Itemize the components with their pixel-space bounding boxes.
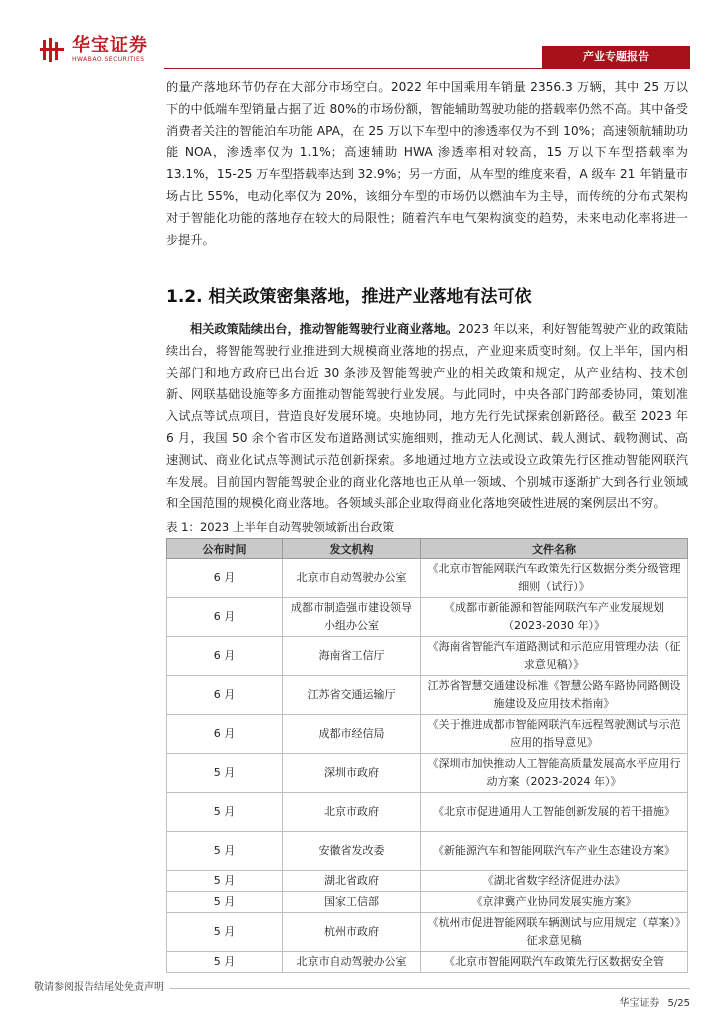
- cell-org: 江苏省交通运输厅: [283, 676, 421, 715]
- header-doc: 文件名称: [420, 539, 687, 559]
- policy-paragraph: [166, 319, 688, 515]
- cell-org: 深圳市政府: [283, 754, 421, 793]
- footer-brand: 华宝证券: [619, 998, 660, 1009]
- logo-name-en: HWABAO SECURITIES: [72, 56, 145, 63]
- footer-info: [612, 994, 690, 1009]
- table-row: [167, 715, 688, 754]
- cell-doc: 《深圳市加快推动人工智能高质量发展高水平应用行动方案（2023-2024 年）》: [420, 754, 687, 793]
- cell-org: 北京市政府: [283, 793, 421, 832]
- cell-doc: 《杭州市促进智能网联车辆测试与应用规定（草案）》征求意见稿: [420, 913, 687, 952]
- cell-doc: 《湖北省数字经济促进办法》: [420, 871, 687, 892]
- cell-org: 湖北省政府: [283, 871, 421, 892]
- cell-time: 6 月: [167, 715, 283, 754]
- cell-time: 5 月: [167, 832, 283, 871]
- company-logo: [40, 36, 148, 64]
- policy-table: [166, 538, 688, 973]
- cell-time: 5 月: [167, 754, 283, 793]
- policy-paragraph-body: 2023 年以来，利好智能驾驶产业的政策陆续出台，将智能驾驶行业推进到大规模商业落地的拐点，产业迎来质变时刻。仅上半年，国内相关部门和地方政府已出台近 30 条涉及智能驾驶产业的相关政策和规定，从产业结构、技术创新、网联基础设施等多方面推动智能驾驶行业发展。与此同时，中央各部门跨部委协同，策划准入试点等试点项目，营造良好发展环境。央地协同，地方先行先试探索创新路径。截至 2023 年 6 月，我国 50 余个省市区发布道路测试实施细则，推动无人化测试、载人测试、载物测试、高速测试、商业化试点等测试示范创新探索。多地通过地方立法或设立政策先行区推动智能网联汽车发展。目前国内智能驾驶企业的商业化落地也正从单一领域、个别城市逐渐扩大到各行业领域和全国范围的规模化商业落地。各领域头部企业取得商业化落地突破性进展的案例层出不穷。: [166, 322, 689, 511]
- cell-time: 5 月: [167, 913, 283, 952]
- logo-name-cn: 华宝证券: [72, 35, 148, 56]
- table-row: [167, 559, 688, 598]
- cell-doc: 《成都市新能源和智能网联汽车产业发展规划（2023-2030 年）》: [420, 598, 687, 637]
- table-row: [167, 754, 688, 793]
- cell-time: 5 月: [167, 871, 283, 892]
- cell-doc: 《京津冀产业协同发展实施方案》: [420, 892, 687, 913]
- cell-time: 5 月: [167, 952, 283, 973]
- cell-org: 安徽省发改委: [283, 832, 421, 871]
- table-row: [167, 952, 688, 973]
- cell-doc: 《北京市智能网联汽车政策先行区数据分类分级管理细则（试行）》: [420, 559, 687, 598]
- cell-doc: 江苏省智慧交通建设标准《智慧公路车路协同路侧设施建设及应用技术指南》: [420, 676, 687, 715]
- cell-doc: 《海南省智能汽车道路测试和示范应用管理办法（征求意见稿）》: [420, 637, 687, 676]
- cell-time: 6 月: [167, 598, 283, 637]
- table-row: [167, 793, 688, 832]
- logo-mark-icon: [40, 38, 66, 62]
- footer-disclaimer: 敬请参阅报告结尾处免责声明: [34, 978, 170, 993]
- header-org: 发文机构: [283, 539, 421, 559]
- cell-org: 北京市自动驾驶办公室: [283, 559, 421, 598]
- cell-org: 成都市制造强市建设领导小组办公室: [283, 598, 421, 637]
- table-header-row: [167, 539, 688, 559]
- cell-doc: 《北京市智能网联汽车政策先行区数据安全管: [420, 952, 687, 973]
- report-type-tag: 产业专题报告: [542, 46, 690, 68]
- table-row: [167, 871, 688, 892]
- cell-org: 国家工信部: [283, 892, 421, 913]
- table-row: [167, 892, 688, 913]
- policy-paragraph-lead: 相关政策陆续出台，推动智能驾驶行业商业落地。: [190, 322, 459, 336]
- cell-org: 杭州市政府: [283, 913, 421, 952]
- header-divider: [164, 68, 690, 69]
- table-row: [167, 598, 688, 637]
- table-row: [167, 913, 688, 952]
- cell-time: 6 月: [167, 676, 283, 715]
- cell-doc: 《关于推进成都市智能网联汽车远程驾驶测试与示范应用的指导意见》: [420, 715, 687, 754]
- table-row: [167, 637, 688, 676]
- cell-time: 6 月: [167, 637, 283, 676]
- table-row: [167, 676, 688, 715]
- cell-time: 5 月: [167, 892, 283, 913]
- cell-org: 海南省工信厅: [283, 637, 421, 676]
- cell-time: 6 月: [167, 559, 283, 598]
- intro-paragraph: 的量产落地环节仍存在大部分市场空白。2022 年中国乘用车销量 2356.3 万辆，其中 25 万以下的中低端车型销量占据了近 80%的市场份额，智能辅助驾驶功能的搭载率仍然不高。其中备受消费者关注的智能泊车功能 APA，在 25 万以下车型中的渗透率仅为不到 10%；高速领航辅助功能 NOA，渗透率仅为 1.1%；高速辅助 HWA 渗透率相对较高，15 万以下车型搭载率为 13.1%，15-25 万车型搭载率达到 32.9%；另一方面，从车型的维度来看，A 级车 21 年销量市场占比 55%，电动化率仅为 20%，该细分车型的市场仍以燃油车为主导，而传统的分布式架构对于智能化功能的落地存在较大的局限性；随着汽车电气架构演变的趋势，未来电动化率将进一步提升。: [166, 80, 688, 247]
- cell-time: 5 月: [167, 793, 283, 832]
- table-row: [167, 832, 688, 871]
- cell-org: 北京市自动驾驶办公室: [283, 952, 421, 973]
- cell-org: 成都市经信局: [283, 715, 421, 754]
- page-number: 5/25: [667, 998, 690, 1009]
- header-time: 公布时间: [167, 539, 283, 559]
- cell-doc: 《新能源汽车和智能网联汽车产业生态建设方案》: [420, 832, 687, 871]
- section-title: 1.2. 相关政策密集落地，推进产业落地有法可依: [166, 287, 532, 307]
- cell-doc: 《北京市促进通用人工智能创新发展的若干措施》: [420, 793, 687, 832]
- table-caption: 表 1：2023 上半年自动驾驶领域新出台政策: [166, 520, 394, 534]
